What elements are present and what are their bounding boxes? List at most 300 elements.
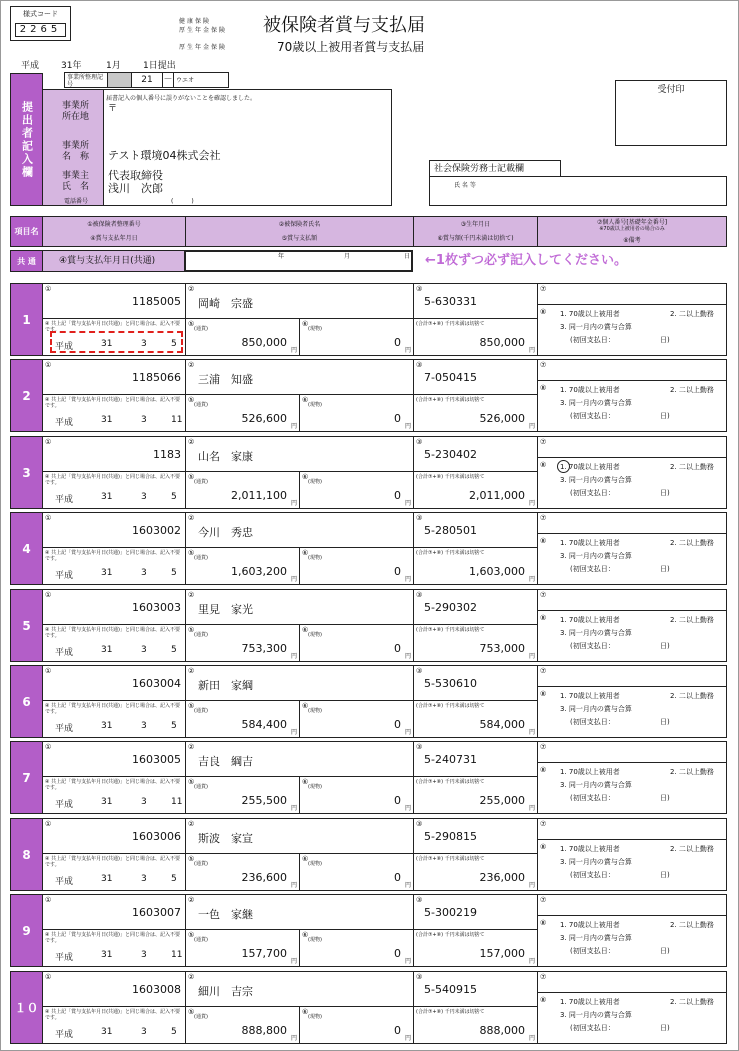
mark-7: ⑦: [540, 896, 547, 904]
remark-opt-2: 2. 二以上勤務: [670, 768, 714, 776]
form-code-box: [10, 6, 71, 41]
remark-opt-2: 2. 二以上勤務: [670, 692, 714, 700]
payment-month: 3: [141, 415, 147, 425]
remarks-cell[interactable]: [537, 762, 727, 814]
birth-date-cell[interactable]: [413, 971, 538, 1007]
insured-name-cell[interactable]: [185, 971, 414, 1007]
remarks-cell[interactable]: [537, 915, 727, 967]
goods-amount: 0: [394, 794, 401, 807]
header-col-1: [42, 216, 186, 247]
cash-label: (通貨): [194, 937, 208, 943]
goods-amount-cell[interactable]: [299, 547, 414, 585]
insured-name: 斯波 家宣: [198, 832, 253, 845]
remark-first-pay: (初回支払日：: [570, 871, 615, 879]
mark-7: ⑦: [540, 667, 547, 675]
mark-3: ③: [416, 743, 423, 751]
cash-amount-cell[interactable]: [185, 547, 300, 585]
mark-5: ⑤: [188, 931, 195, 939]
sharoushi-box: [429, 176, 727, 206]
remark-opt-1: 1. 70歳以上被用者: [560, 768, 620, 776]
common-side-label: 共 通: [10, 250, 43, 272]
remarks-cell[interactable]: [537, 380, 727, 432]
birth-date-cell[interactable]: [413, 894, 538, 930]
total-amount: 157,000: [479, 947, 525, 960]
mark-7: ⑦: [540, 591, 547, 599]
cash-amount-cell[interactable]: [185, 776, 300, 814]
birth-date: 5-530610: [424, 677, 477, 690]
remark-day: 日): [660, 718, 670, 726]
row-number: 6: [10, 665, 43, 738]
birth-date: 5-240731: [424, 753, 477, 766]
mark-6: ⑥: [302, 626, 309, 634]
mark-5: ⑤: [188, 320, 195, 328]
mark-2: ②: [188, 285, 195, 293]
mark-8: ⑧: [540, 843, 547, 851]
remarks-cell[interactable]: [537, 839, 727, 891]
yen-unit: 円: [290, 576, 297, 583]
remark-opt-2: 2. 二以上勤務: [670, 539, 714, 547]
mark-7: ⑦: [540, 361, 547, 369]
goods-amount-cell[interactable]: [299, 1006, 414, 1044]
submitter-divider: [103, 90, 104, 205]
cash-amount: 236,600: [241, 871, 287, 884]
insured-name-cell[interactable]: [185, 436, 414, 472]
mark-6: ⑥: [302, 320, 309, 328]
cash-label: (通貨): [194, 784, 208, 790]
mark-8: ⑧: [540, 614, 547, 622]
payment-date-cell[interactable]: [42, 929, 186, 967]
yen-unit: 円: [528, 729, 535, 736]
office-code-blank: [107, 72, 132, 88]
yen-unit: 円: [290, 1035, 297, 1042]
yen-unit: 円: [528, 958, 535, 965]
cash-amount-cell[interactable]: [185, 700, 300, 738]
remark-opt-3: 3. 同一月内の賞与合算: [560, 705, 632, 713]
row-number: 8: [10, 818, 43, 891]
insured-name: 今川 秀忠: [198, 526, 253, 539]
mark-6: ⑥: [302, 702, 309, 710]
mark-7: ⑦: [540, 514, 547, 522]
payment-year: 31: [101, 645, 113, 655]
yen-unit: 円: [404, 500, 411, 507]
personal-number-cell[interactable]: [537, 894, 727, 916]
total-amount-cell[interactable]: [413, 929, 538, 967]
remark-first-pay: (初回支払日：: [570, 489, 615, 497]
insured-id-cell[interactable]: [42, 818, 186, 854]
yen-unit: 円: [528, 653, 535, 660]
total-label: (合計⑦+⑧) 千円未満は切捨て: [416, 703, 485, 709]
receipt-label: 受付印: [657, 85, 685, 95]
date-note: ④ 共上記「賞与支払年月日(共通)」と同じ場合は、記入不要です。: [45, 627, 180, 639]
remark-opt-1: 1. 70歳以上被用者: [560, 386, 620, 394]
total-label: (合計⑦+⑧) 千円未満は切捨て: [416, 1009, 485, 1015]
mark-2: ②: [188, 591, 195, 599]
row-number: 9: [10, 894, 43, 967]
row-number: １０: [10, 971, 43, 1044]
total-amount: 584,000: [479, 718, 525, 731]
mark-6: ⑥: [302, 1008, 309, 1016]
form-subtitle: 70歳以上被用者賞与支払届: [277, 40, 425, 54]
insured-name-cell[interactable]: [185, 665, 414, 701]
row-number: 1: [10, 283, 43, 356]
yen-unit: 円: [404, 729, 411, 736]
personal-number-cell[interactable]: [537, 589, 727, 611]
insured-name-cell[interactable]: [185, 589, 414, 625]
mark-1: ①: [45, 514, 52, 522]
remarks-cell[interactable]: [537, 686, 727, 738]
common-label: ④賞与支払年月日(共通): [42, 250, 185, 272]
insured-id: 1185066: [132, 371, 181, 384]
mark-6: ⑥: [302, 778, 309, 786]
remark-day: 日): [660, 642, 670, 650]
total-amount: 526,000: [479, 412, 525, 425]
payment-month: 3: [141, 797, 147, 807]
insured-id: 1603008: [132, 983, 181, 996]
total-amount-cell[interactable]: [413, 318, 538, 356]
insured-name-cell[interactable]: [185, 741, 414, 777]
payment-day: 5: [171, 874, 177, 884]
date-note: ④ 共上記「賞与支払年月日(共通)」と同じ場合は、記入不要です。: [45, 1009, 180, 1021]
submitter-side-label: 提出者記入欄: [10, 73, 43, 206]
header-h7-note: ※70歳以上被用者の場合のみ: [599, 226, 665, 232]
payment-date-cell[interactable]: [42, 1006, 186, 1044]
payment-month: 3: [141, 568, 147, 578]
common-month-label: 月: [344, 253, 351, 260]
sharoushi-label: 社会保険労務士記載欄: [429, 160, 561, 177]
submission-month: 1月: [106, 61, 121, 71]
insured-name: 細川 吉宗: [198, 985, 253, 998]
remark-opt-2: 2. 二以上勤務: [670, 998, 714, 1006]
payment-day: 5: [171, 339, 177, 349]
mark-1: ①: [45, 896, 52, 904]
cash-amount: 1,603,200: [231, 565, 287, 578]
goods-label: (現物): [308, 1014, 322, 1020]
common-date-input[interactable]: [184, 250, 413, 272]
insured-id-cell[interactable]: [42, 512, 186, 548]
cash-amount: 526,600: [241, 412, 287, 425]
insured-name-cell[interactable]: [185, 512, 414, 548]
remarks-cell[interactable]: [537, 533, 727, 585]
mark-3: ③: [416, 896, 423, 904]
cash-amount-cell[interactable]: [185, 318, 300, 356]
remark-opt-3: 3. 同一月内の賞与合算: [560, 934, 632, 942]
remark-day: 日): [660, 336, 670, 344]
cash-amount-cell[interactable]: [185, 1006, 300, 1044]
mark-3: ③: [416, 973, 423, 981]
cash-label: (通貨): [194, 479, 208, 485]
cash-amount-cell[interactable]: [185, 853, 300, 891]
insured-name-cell[interactable]: [185, 894, 414, 930]
insured-id: 1603006: [132, 830, 181, 843]
payment-date-cell[interactable]: [42, 700, 186, 738]
payment-year: 31: [101, 415, 113, 425]
mark-7: ⑦: [540, 820, 547, 828]
goods-amount: 0: [394, 871, 401, 884]
goods-amount-cell[interactable]: [299, 776, 414, 814]
remark-first-pay: (初回支払日：: [570, 1024, 615, 1032]
date-note: ④ 共上記「賞与支払年月日(共通)」と同じ場合は、記入不要です。: [45, 397, 180, 409]
insured-name: 新田 家綱: [198, 679, 253, 692]
remarks-cell[interactable]: [537, 992, 727, 1044]
common-notice: ←1枚ずつ必ず記入してください。: [425, 253, 627, 268]
mark-8: ⑧: [540, 537, 547, 545]
yen-unit: 円: [528, 805, 535, 812]
cash-amount-cell[interactable]: [185, 929, 300, 967]
payment-date-cell[interactable]: [42, 853, 186, 891]
insured-id-cell[interactable]: [42, 283, 186, 319]
personal-number-cell[interactable]: [537, 741, 727, 763]
cash-amount: 157,700: [241, 947, 287, 960]
birth-date: 5-300219: [424, 906, 477, 919]
personal-number-cell[interactable]: [537, 665, 727, 687]
payment-date-cell[interactable]: [42, 547, 186, 585]
total-label: (合計⑦+⑧) 千円未満は切捨て: [416, 627, 485, 633]
yen-unit: 円: [404, 653, 411, 660]
mark-8: ⑧: [540, 690, 547, 698]
personal-number-cell[interactable]: [537, 818, 727, 840]
mark-2: ②: [188, 896, 195, 904]
insured-name-cell[interactable]: [185, 359, 414, 395]
sharoushi-name-label: 氏 名 等: [454, 182, 476, 189]
total-amount-cell[interactable]: [413, 547, 538, 585]
mark-7: ⑦: [540, 438, 547, 446]
remark-opt-1: 1. 70歳以上被用者: [560, 616, 620, 624]
payment-era: 平成: [55, 342, 74, 352]
birth-date: 7-050415: [424, 371, 477, 384]
header-col-2: [185, 216, 414, 247]
insured-name-cell[interactable]: [185, 283, 414, 319]
mark-6: ⑥: [302, 473, 309, 481]
birth-date-cell[interactable]: [413, 589, 538, 625]
cash-amount: 753,300: [241, 642, 287, 655]
address-label-1: 事業所: [62, 101, 90, 111]
phone-value: ( ): [171, 198, 194, 205]
remarks-cell[interactable]: [537, 304, 727, 356]
cash-amount-cell[interactable]: [185, 624, 300, 662]
birth-date-cell[interactable]: [413, 283, 538, 319]
mark-2: ②: [188, 667, 195, 675]
mark-3: ③: [416, 591, 423, 599]
receipt-stamp-box: [615, 80, 727, 146]
header-h2: ②被保険者氏名: [278, 221, 321, 228]
mark-2: ②: [188, 438, 195, 446]
row-number: 3: [10, 436, 43, 509]
birth-date-cell[interactable]: [413, 741, 538, 777]
total-amount: 236,000: [479, 871, 525, 884]
personal-number-cell[interactable]: [537, 971, 727, 993]
yen-unit: 円: [528, 500, 535, 507]
form-code-value: 2265: [15, 23, 66, 37]
birth-date: 5-290815: [424, 830, 477, 843]
cash-amount: 584,400: [241, 718, 287, 731]
owner-label-1: 事業主: [62, 171, 90, 181]
payment-month: 3: [141, 874, 147, 884]
insured-id: 1603007: [132, 906, 181, 919]
date-note: ④ 共上記「賞与支払年月日(共通)」と同じ場合は、記入不要です。: [45, 550, 180, 562]
remark-opt-2: 2. 二以上勤務: [670, 310, 714, 318]
yen-unit: 円: [528, 882, 535, 889]
yen-unit: 円: [404, 347, 411, 354]
mark-5: ⑤: [188, 778, 195, 786]
header-h4: ④賞与支払年月日: [90, 235, 138, 242]
date-note: ④ 共上記「賞与支払年月日(共通)」と同じ場合は、記入不要です。: [45, 932, 180, 944]
mark-3: ③: [416, 285, 423, 293]
header-h7: ⑦個人番号[基礎年金番号]: [596, 219, 668, 226]
mark-5: ⑤: [188, 1008, 195, 1016]
remark-opt-2: 2. 二以上勤務: [670, 463, 714, 471]
highlight-first-date: [50, 331, 183, 353]
goods-label: (現物): [308, 479, 322, 485]
mark-1: ①: [45, 973, 52, 981]
remark-opt-1: 1. 70歳以上被用者: [560, 845, 620, 853]
cash-label: (通貨): [194, 708, 208, 714]
remark-opt-1: 1. 70歳以上被用者: [560, 539, 620, 547]
birth-date-cell[interactable]: [413, 665, 538, 701]
total-amount-cell[interactable]: [413, 853, 538, 891]
birth-date-cell[interactable]: [413, 436, 538, 472]
payment-date-cell[interactable]: [42, 624, 186, 662]
mark-5: ⑤: [188, 855, 195, 863]
cash-label: (通貨): [194, 861, 208, 867]
insured-id: 1603002: [132, 524, 181, 537]
total-amount-cell[interactable]: [413, 776, 538, 814]
goods-amount-cell[interactable]: [299, 853, 414, 891]
insured-id-cell[interactable]: [42, 589, 186, 625]
payment-year: 31: [101, 1027, 113, 1037]
insured-id-cell[interactable]: [42, 359, 186, 395]
mark-3: ③: [416, 438, 423, 446]
remark-day: 日): [660, 947, 670, 955]
postal-mark: 〒: [108, 104, 118, 114]
mark-1: ①: [45, 438, 52, 446]
mark-7: ⑦: [540, 973, 547, 981]
payment-date-cell[interactable]: [42, 776, 186, 814]
remark-first-pay: (初回支払日：: [570, 642, 615, 650]
birth-date-cell[interactable]: [413, 818, 538, 854]
goods-label: (現物): [308, 402, 322, 408]
mark-1: ①: [45, 591, 52, 599]
yen-unit: 円: [290, 958, 297, 965]
remark-opt-3: 3. 同一月内の賞与合算: [560, 552, 632, 560]
cash-amount-cell[interactable]: [185, 471, 300, 509]
total-amount-cell[interactable]: [413, 1006, 538, 1044]
cash-label: (通貨): [194, 632, 208, 638]
goods-amount-cell[interactable]: [299, 471, 414, 509]
remark-first-pay: (初回支払日：: [570, 565, 615, 573]
insured-id: 1603003: [132, 601, 181, 614]
confirm-note: 届書記入の個人番号に誤りがないことを確認しました。: [106, 95, 257, 102]
insured-id-cell[interactable]: [42, 665, 186, 701]
insured-id-cell[interactable]: [42, 436, 186, 472]
insured-name-cell[interactable]: [185, 818, 414, 854]
goods-amount: 0: [394, 412, 401, 425]
personal-number-cell[interactable]: [537, 283, 727, 305]
remark-opt-1: 1. 70歳以上被用者: [560, 692, 620, 700]
owner-label-2: 氏 名: [62, 182, 90, 192]
mark-6: ⑥: [302, 549, 309, 557]
birth-date-cell[interactable]: [413, 359, 538, 395]
goods-label: (現物): [308, 632, 322, 638]
personal-number-cell[interactable]: [537, 512, 727, 534]
mark-2: ②: [188, 361, 195, 369]
goods-label: (現物): [308, 784, 322, 790]
payment-day: 11: [171, 797, 183, 807]
remark-day: 日): [660, 412, 670, 420]
payment-month: 3: [141, 1027, 147, 1037]
mark-1: ①: [45, 361, 52, 369]
insured-id-cell[interactable]: [42, 971, 186, 1007]
payment-month: 3: [141, 645, 147, 655]
total-amount-cell[interactable]: [413, 394, 538, 432]
personal-number-cell[interactable]: [537, 359, 727, 381]
mark-2: ②: [188, 743, 195, 751]
personal-number-cell[interactable]: [537, 436, 727, 458]
goods-amount-cell[interactable]: [299, 624, 414, 662]
date-note: ④ 共上記「賞与支払年月日(共通)」と同じ場合は、記入不要です。: [45, 474, 180, 486]
total-label: (合計⑦+⑧) 千円未満は切捨て: [416, 321, 485, 327]
goods-label: (現物): [308, 937, 322, 943]
row-number: 4: [10, 512, 43, 585]
insured-id: 1603004: [132, 677, 181, 690]
cash-label: (通貨): [194, 326, 208, 332]
remark-first-pay: (初回支払日：: [570, 718, 615, 726]
total-amount: 850,000: [479, 336, 525, 349]
goods-amount: 0: [394, 489, 401, 502]
birth-date-cell[interactable]: [413, 512, 538, 548]
yen-unit: 円: [290, 653, 297, 660]
payment-day: 11: [171, 950, 183, 960]
goods-amount-cell[interactable]: [299, 394, 414, 432]
total-amount-cell[interactable]: [413, 624, 538, 662]
total-amount-cell[interactable]: [413, 700, 538, 738]
remark-opt-1: 1. 70歳以上被用者: [560, 463, 620, 471]
header-h6: ⑥賞与額(千円未満は切捨て): [437, 235, 514, 242]
payment-date-cell[interactable]: [42, 471, 186, 509]
payment-year: 31: [101, 950, 113, 960]
total-label: (合計⑦+⑧) 千円未満は切捨て: [416, 856, 485, 862]
total-label: (合計⑦+⑧) 千円未満は切捨て: [416, 397, 485, 403]
cash-amount-cell[interactable]: [185, 394, 300, 432]
remark-opt-3: 3. 同一月内の賞与合算: [560, 858, 632, 866]
remarks-cell[interactable]: [537, 610, 727, 662]
form-title: 被保険者賞与支払届: [263, 15, 425, 36]
total-amount-cell[interactable]: [413, 471, 538, 509]
mark-1: ①: [45, 285, 52, 293]
owner-name: 浅川 次郎: [108, 182, 163, 195]
payment-date-cell[interactable]: [42, 394, 186, 432]
mark-8: ⑧: [540, 996, 547, 1004]
cash-label: (通貨): [194, 555, 208, 561]
mark-8: ⑧: [540, 308, 547, 316]
goods-label: (現物): [308, 708, 322, 714]
remarks-cell[interactable]: [537, 457, 727, 509]
remark-opt-3: 3. 同一月内の賞与合算: [560, 476, 632, 484]
address-label-2: 所在地: [62, 112, 90, 122]
goods-amount-cell[interactable]: [299, 700, 414, 738]
payment-era: 平成: [55, 1030, 74, 1040]
insured-id-cell[interactable]: [42, 894, 186, 930]
insured-id-cell[interactable]: [42, 741, 186, 777]
goods-amount-cell[interactable]: [299, 318, 414, 356]
mark-2: ②: [188, 514, 195, 522]
header-h3: ③生年月日: [460, 221, 491, 228]
goods-amount-cell[interactable]: [299, 929, 414, 967]
yen-unit: 円: [528, 1035, 535, 1042]
common-day-label: 日: [404, 253, 411, 260]
office-code-value: 21: [131, 72, 163, 88]
goods-amount: 0: [394, 947, 401, 960]
payment-month: 3: [141, 950, 147, 960]
